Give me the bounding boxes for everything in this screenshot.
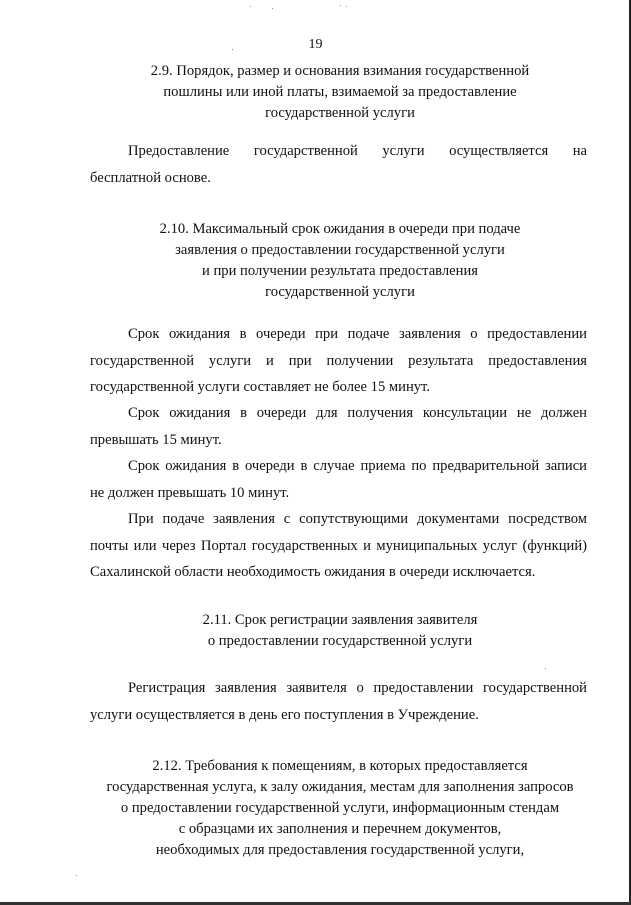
heading-line: 2.10. Максимальный срок ожидания в очереди при подаче: [159, 221, 521, 237]
heading-line: пошлины или иной платы, взимаемой за предоставление: [163, 84, 517, 100]
paragraph-line: почты или через Портал государственных и муниципальных услуг (функций): [90, 537, 587, 554]
heading-line: с образцами их заполнения и перечнем документов,: [178, 821, 502, 837]
heading-line: государственной услуги: [265, 284, 415, 300]
heading-line: о предоставлении государственной услуги, информационным стендам: [120, 800, 560, 816]
heading-line: и при получении результата предоставления: [202, 263, 478, 279]
paragraph-line: бесплатной основе.: [90, 169, 211, 186]
heading-line: государственной услуги: [265, 105, 415, 121]
paragraph-line: Предоставление государственной услуги осуществляется на: [128, 143, 587, 159]
paragraph-line: услуги осуществляется в день его поступления в Учреждение.: [90, 706, 479, 723]
paragraph-line: Сахалинской области необходимость ожидания в очереди исключается.: [90, 564, 536, 580]
paragraph-line: государственной услуги составляет не более 15 минут.: [90, 379, 430, 395]
heading-line: заявления о предоставлении государственной услуги: [175, 242, 505, 258]
paragraph-line: Срок ожидания в очереди в случае приема по предварительной записи: [128, 458, 587, 474]
section-heading-2-9: [80, 61, 600, 124]
paragraph: [90, 400, 587, 453]
paragraph-line: При подаче заявления с сопутствующими документами посредством: [128, 511, 587, 527]
paragraph-line: превышать 15 минут.: [90, 431, 222, 448]
paragraph: [90, 453, 587, 506]
paragraph: [90, 506, 587, 586]
heading-line: 2.11. Срок регистрации заявления заявителя: [202, 612, 478, 628]
section-heading-2-12: [80, 756, 600, 861]
paragraph-line: государственной услуги и при получении результата предоставления: [90, 352, 587, 369]
section-heading-2-10: [80, 219, 600, 303]
paragraph: [90, 138, 587, 191]
section-heading-2-11: [80, 610, 600, 652]
paragraph-line: Срок ожидания в очереди при подаче заявления о предоставлении: [128, 326, 587, 342]
heading-line: 2.9. Порядок, размер и основания взимания государственной: [150, 63, 530, 79]
heading-line: необходимых для предоставления государственной услуги,: [155, 842, 525, 858]
scan-speck: [340, 5, 341, 6]
paragraph-line: не должен превышать 10 минут.: [90, 484, 290, 501]
heading-line: государственная услуга, к залу ожидания, местам для заполнения запросов: [106, 779, 574, 795]
paragraph-line: Регистрация заявления заявителя о предоставлении государственной: [128, 680, 587, 696]
scan-speck: [250, 6, 251, 7]
scan-speck: [346, 6, 347, 7]
paragraph: [90, 321, 587, 401]
heading-line: о предоставлении государственной услуги: [207, 633, 473, 649]
scan-speck: [76, 875, 77, 876]
scan-speck: [545, 668, 546, 669]
page-number: 19: [308, 37, 323, 52]
paragraph-line: Срок ожидания в очереди для получения консультации не должен: [128, 405, 587, 421]
paragraph: [90, 675, 587, 728]
scan-speck: [232, 49, 233, 50]
heading-line: 2.12. Требования к помещениям, в которых предоставляется: [152, 758, 528, 774]
scan-speck: [272, 8, 273, 9]
